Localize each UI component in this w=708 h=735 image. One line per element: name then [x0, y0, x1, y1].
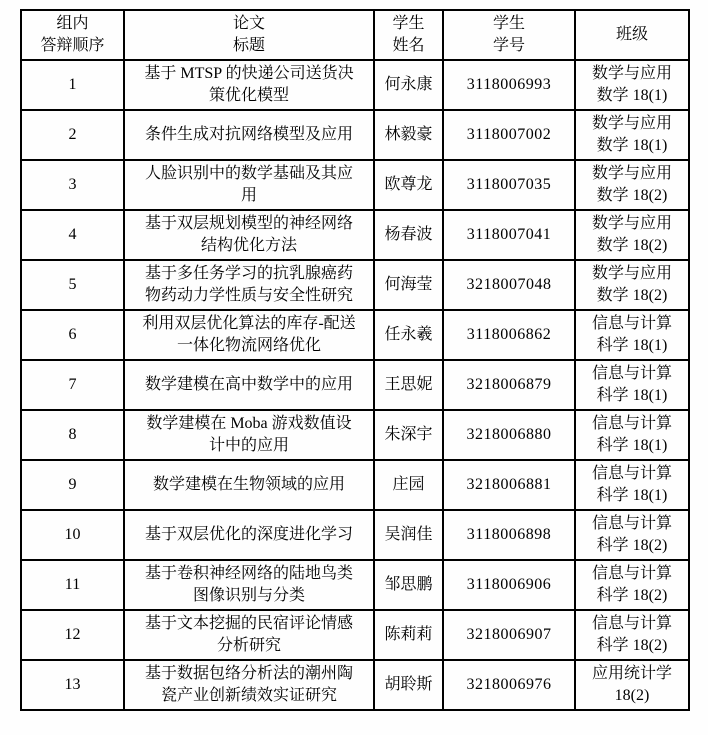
table-row [21, 660, 689, 710]
table-row [21, 410, 689, 460]
title-value: 基于多任务学习的抗乳腺癌药物药动力学性质与安全性研究 [144, 265, 353, 304]
cell-class [575, 510, 689, 560]
class-value: 数学与应用数学 18(1) [591, 65, 672, 104]
class-value: 数学与应用数学 18(2) [591, 215, 672, 254]
header-student-name [374, 10, 443, 60]
cell-title [124, 460, 374, 510]
cell-student-name [374, 160, 443, 210]
cell-order [21, 410, 124, 460]
table-row [21, 460, 689, 510]
order-value: 13 [64, 676, 81, 693]
cell-title [124, 160, 374, 210]
order-value: 5 [68, 276, 77, 293]
cell-student-name [374, 660, 443, 710]
title-value: 基于文本挖掘的民宿评论情感分析研究 [144, 615, 353, 654]
header-student-id-line2: 学号 [492, 37, 525, 54]
cell-student-id [443, 360, 575, 410]
cell-order [21, 210, 124, 260]
student-id-value: 3118007035 [466, 176, 552, 193]
class-value: 信息与计算科学 18(1) [591, 415, 672, 454]
student-name-value: 邹思鹏 [384, 576, 433, 593]
order-value: 3 [68, 176, 77, 193]
cell-order [21, 460, 124, 510]
title-value: 基于双层规划模型的神经网络结构优化方法 [144, 215, 353, 254]
title-value: 基于 MTSP 的快递公司送货决策优化模型 [144, 65, 354, 104]
cell-class [575, 60, 689, 110]
cell-student-id [443, 460, 575, 510]
cell-student-name [374, 510, 443, 560]
cell-student-id [443, 110, 575, 160]
cell-title [124, 260, 374, 310]
table-row [21, 110, 689, 160]
cell-student-name [374, 60, 443, 110]
cell-title [124, 110, 374, 160]
order-value: 9 [68, 476, 77, 493]
student-name-value: 何海莹 [384, 276, 433, 293]
student-id-value: 3118006862 [466, 326, 552, 343]
student-name-value: 胡聆斯 [384, 676, 433, 693]
cell-order [21, 660, 124, 710]
student-id-value: 3118007002 [466, 126, 552, 143]
title-value: 数学建模在生物领域的应用 [152, 476, 345, 493]
table-row [21, 560, 689, 610]
cell-student-name [374, 310, 443, 360]
table-body [21, 60, 689, 710]
cell-order [21, 260, 124, 310]
cell-title [124, 560, 374, 610]
cell-student-id [443, 310, 575, 360]
header-row [21, 10, 689, 60]
cell-student-id [443, 660, 575, 710]
header-student-id [443, 10, 575, 60]
order-value: 8 [68, 426, 77, 443]
student-id-value: 3118006993 [466, 76, 552, 93]
table-header [21, 10, 689, 60]
order-value: 2 [68, 126, 77, 143]
cell-student-id [443, 260, 575, 310]
student-id-value: 3118007041 [466, 226, 552, 243]
title-value: 基于数据包络分析法的潮州陶瓷产业创新绩效实证研究 [144, 665, 353, 704]
class-value: 信息与计算科学 18(2) [591, 565, 672, 604]
class-value: 信息与计算科学 18(2) [591, 515, 672, 554]
cell-class [575, 310, 689, 360]
header-class [575, 10, 689, 60]
order-value: 12 [64, 626, 81, 643]
cell-class [575, 210, 689, 260]
table-row [21, 60, 689, 110]
table-row [21, 160, 689, 210]
header-student-name-line1: 学生 [392, 15, 425, 32]
title-value: 数学建模在高中数学中的应用 [144, 376, 353, 393]
cell-student-id [443, 560, 575, 610]
class-value: 数学与应用数学 18(2) [591, 265, 672, 304]
table-row [21, 610, 689, 660]
title-value: 基于卷积神经网络的陆地鸟类图像识别与分类 [144, 565, 353, 604]
header-order [21, 10, 124, 60]
cell-order [21, 360, 124, 410]
header-order-line1: 组内 [56, 15, 89, 32]
cell-student-name [374, 110, 443, 160]
cell-class [575, 360, 689, 410]
table-row [21, 210, 689, 260]
cell-student-id [443, 610, 575, 660]
student-id-value: 3118006898 [466, 526, 552, 543]
order-value: 10 [64, 526, 81, 543]
student-name-value: 吴润佳 [384, 526, 433, 543]
student-name-value: 王思妮 [384, 376, 433, 393]
cell-order [21, 560, 124, 610]
student-id-value: 3218006881 [466, 476, 552, 493]
student-name-value: 陈莉莉 [384, 626, 433, 643]
title-value: 数学建模在 Moba 游戏数值设计中的应用 [146, 415, 352, 454]
class-value: 数学与应用数学 18(1) [591, 115, 672, 154]
order-value: 4 [68, 226, 77, 243]
cell-order [21, 110, 124, 160]
cell-student-name [374, 260, 443, 310]
cell-title [124, 310, 374, 360]
cell-title [124, 210, 374, 260]
cell-student-name [374, 560, 443, 610]
header-title [124, 10, 374, 60]
cell-class [575, 560, 689, 610]
student-id-value: 3218006879 [466, 376, 552, 393]
cell-student-name [374, 210, 443, 260]
table-row [21, 510, 689, 560]
cell-student-id [443, 410, 575, 460]
table-row [21, 260, 689, 310]
class-value: 信息与计算科学 18(2) [591, 615, 672, 654]
student-name-value: 林毅豪 [384, 126, 433, 143]
cell-order [21, 160, 124, 210]
cell-student-name [374, 410, 443, 460]
table-row [21, 310, 689, 360]
cell-title [124, 410, 374, 460]
title-value: 基于双层优化的深度进化学习 [144, 526, 353, 543]
cell-student-name [374, 360, 443, 410]
defense-schedule-table [20, 9, 690, 711]
order-value: 11 [64, 576, 81, 593]
cell-class [575, 260, 689, 310]
cell-title [124, 610, 374, 660]
title-value: 条件生成对抗网络模型及应用 [144, 126, 353, 143]
cell-order [21, 510, 124, 560]
cell-title [124, 510, 374, 560]
cell-order [21, 60, 124, 110]
cell-student-id [443, 160, 575, 210]
student-id-value: 3218006976 [466, 676, 552, 693]
order-value: 6 [68, 326, 77, 343]
student-id-value: 3218006880 [466, 426, 552, 443]
header-order-line2: 答辩顺序 [40, 37, 105, 54]
student-id-value: 3218006907 [466, 626, 552, 643]
student-name-value: 何永康 [384, 76, 433, 93]
title-value: 利用双层优化算法的库存-配送一体化物流网络优化 [142, 315, 356, 354]
cell-student-name [374, 610, 443, 660]
student-name-value: 欧尊龙 [384, 176, 433, 193]
cell-class [575, 410, 689, 460]
cell-order [21, 310, 124, 360]
cell-title [124, 660, 374, 710]
cell-student-id [443, 60, 575, 110]
header-student-name-line2: 姓名 [392, 37, 425, 54]
class-value: 信息与计算科学 18(1) [591, 315, 672, 354]
cell-class [575, 160, 689, 210]
student-name-value: 庄园 [392, 476, 425, 493]
student-id-value: 3118006906 [466, 576, 552, 593]
header-title-line1: 论文 [232, 15, 265, 32]
student-name-value: 任永羲 [384, 326, 433, 343]
cell-title [124, 360, 374, 410]
cell-order [21, 610, 124, 660]
class-value: 信息与计算科学 18(1) [591, 465, 672, 504]
cell-title [124, 60, 374, 110]
title-value: 人脸识别中的数学基础及其应用 [144, 165, 353, 204]
cell-class [575, 660, 689, 710]
table-row [21, 360, 689, 410]
order-value: 7 [68, 376, 77, 393]
cell-class [575, 610, 689, 660]
class-value: 应用统计学 18(2) [591, 665, 672, 704]
class-value: 信息与计算科学 18(1) [591, 365, 672, 404]
student-name-value: 杨春波 [384, 226, 433, 243]
header-title-line2: 标题 [232, 37, 265, 54]
cell-class [575, 460, 689, 510]
order-value: 1 [68, 76, 77, 93]
student-name-value: 朱深宇 [384, 426, 433, 443]
header-class-line1: 班级 [615, 26, 648, 43]
class-value: 数学与应用数学 18(2) [591, 165, 672, 204]
cell-student-id [443, 510, 575, 560]
student-id-value: 3218007048 [466, 276, 552, 293]
header-student-id-line1: 学生 [492, 15, 525, 32]
cell-class [575, 110, 689, 160]
cell-student-name [374, 460, 443, 510]
cell-student-id [443, 210, 575, 260]
